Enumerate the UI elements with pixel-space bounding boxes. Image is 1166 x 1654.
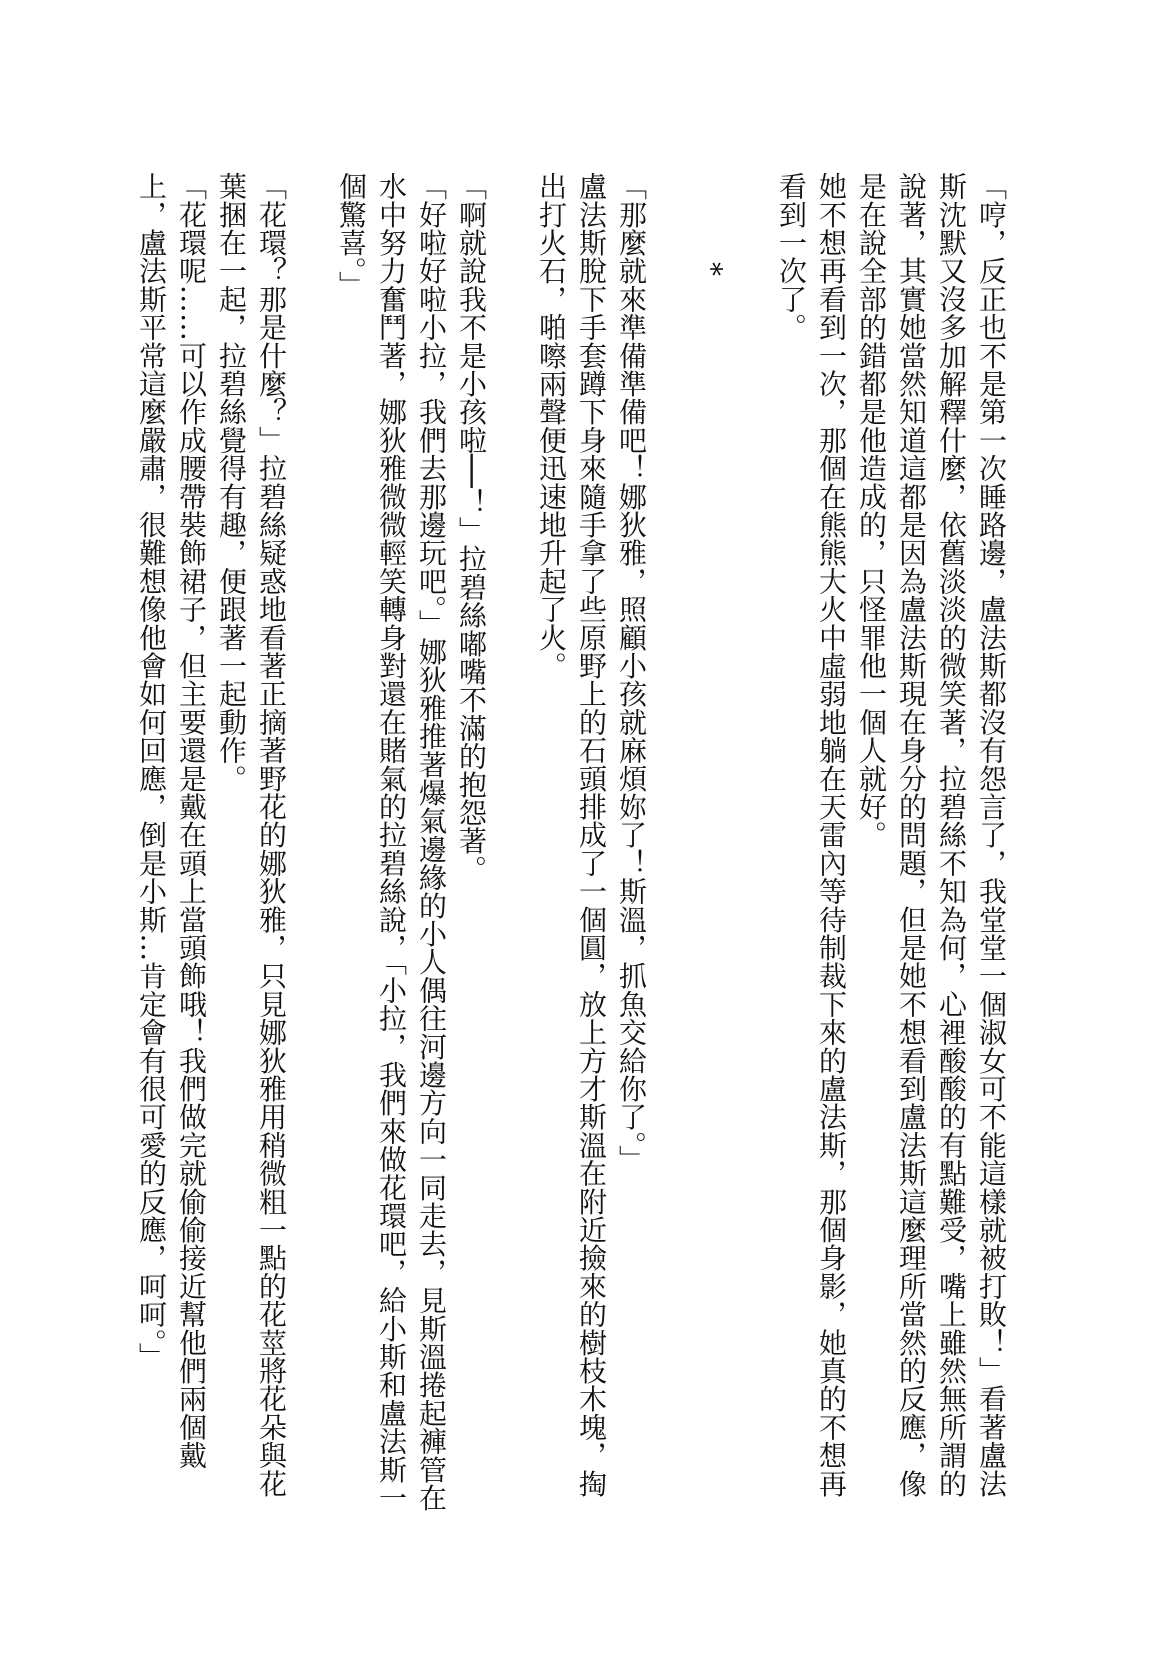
paragraph: 她不想再看到一次，那個在熊熊大火中虛弱地躺在天雷內等待制裁下來的盧法斯，那個身影，她真的不想再看到一次了。 <box>775 172 848 1498</box>
blank-line <box>731 172 771 1512</box>
vertical-text-body <box>131 172 1011 1512</box>
paragraph: 「花環呢……可以作成腰帶裝飾裙子，但主要還是戴在頭上當頭飾哦！我們做完就偷偷接近幫他們兩個戴上，盧法斯平常這麼嚴肅，很難想像他會如何回應，倒是小斯…肯定會有很可愛的反應，呵呵。」 <box>135 172 208 1470</box>
paragraph: 「哼，反正也不是第一次睡路邊，盧法斯都沒有怨言了，我堂堂一個淑女可不能這樣就被打敗！」看著盧法斯沈默又沒多加解釋什麼，依舊淡淡的微笑著，拉碧絲不知為何，心裡酸酸的有點難受，嘴上雖然無所謂的說著，其實她當然知道這都是因為盧法斯現在身分的問題，但是她不想看到盧法斯這麼理所當然的反應，像是在說全部的錯都是他造成的，只怪罪他一個人就好。 <box>855 172 1008 1498</box>
paragraph: 「啊就說我不是小孩啦──！」拉碧絲嘟嘴不滿的抱怨著。 <box>455 172 488 883</box>
blank-line <box>491 172 531 1512</box>
paragraph: 「花環？那是什麼？」拉碧絲疑惑地看著正摘著野花的娜狄雅，只見娜狄雅用稍微粗一點的花莖將花朵與花葉捆在一起，拉碧絲覺得有趣，便跟著一起動作。 <box>215 172 288 1498</box>
blank-line <box>651 172 691 1512</box>
blank-line <box>291 172 331 1512</box>
scene-break-asterisk: * <box>695 262 728 277</box>
paragraph: 「那麼就來準備準備吧！娜狄雅，照顧小孩就麻煩妳了！斯溫，抓魚交給你了。」 <box>615 172 648 1174</box>
paragraph: 「好啦好啦小拉，我們去那邊玩吧。」娜狄雅推著爆氣邊緣的小人偶往河邊方向一同走去，見斯溫捲起褲管在水中努力奮鬥著，娜狄雅微微輕笑轉身對還在賭氣的拉碧絲說，「小拉，我們來做花環吧，給小斯和盧法斯一個驚喜。」 <box>335 172 448 1512</box>
paragraph: 盧法斯脫下手套蹲下身來隨手拿了些原野上的石頭排成了一個圓，放上方才斯溫在附近撿來的樹枝木塊，掏出打火石，啪嚓兩聲便迅速地升起了火。 <box>535 172 608 1498</box>
